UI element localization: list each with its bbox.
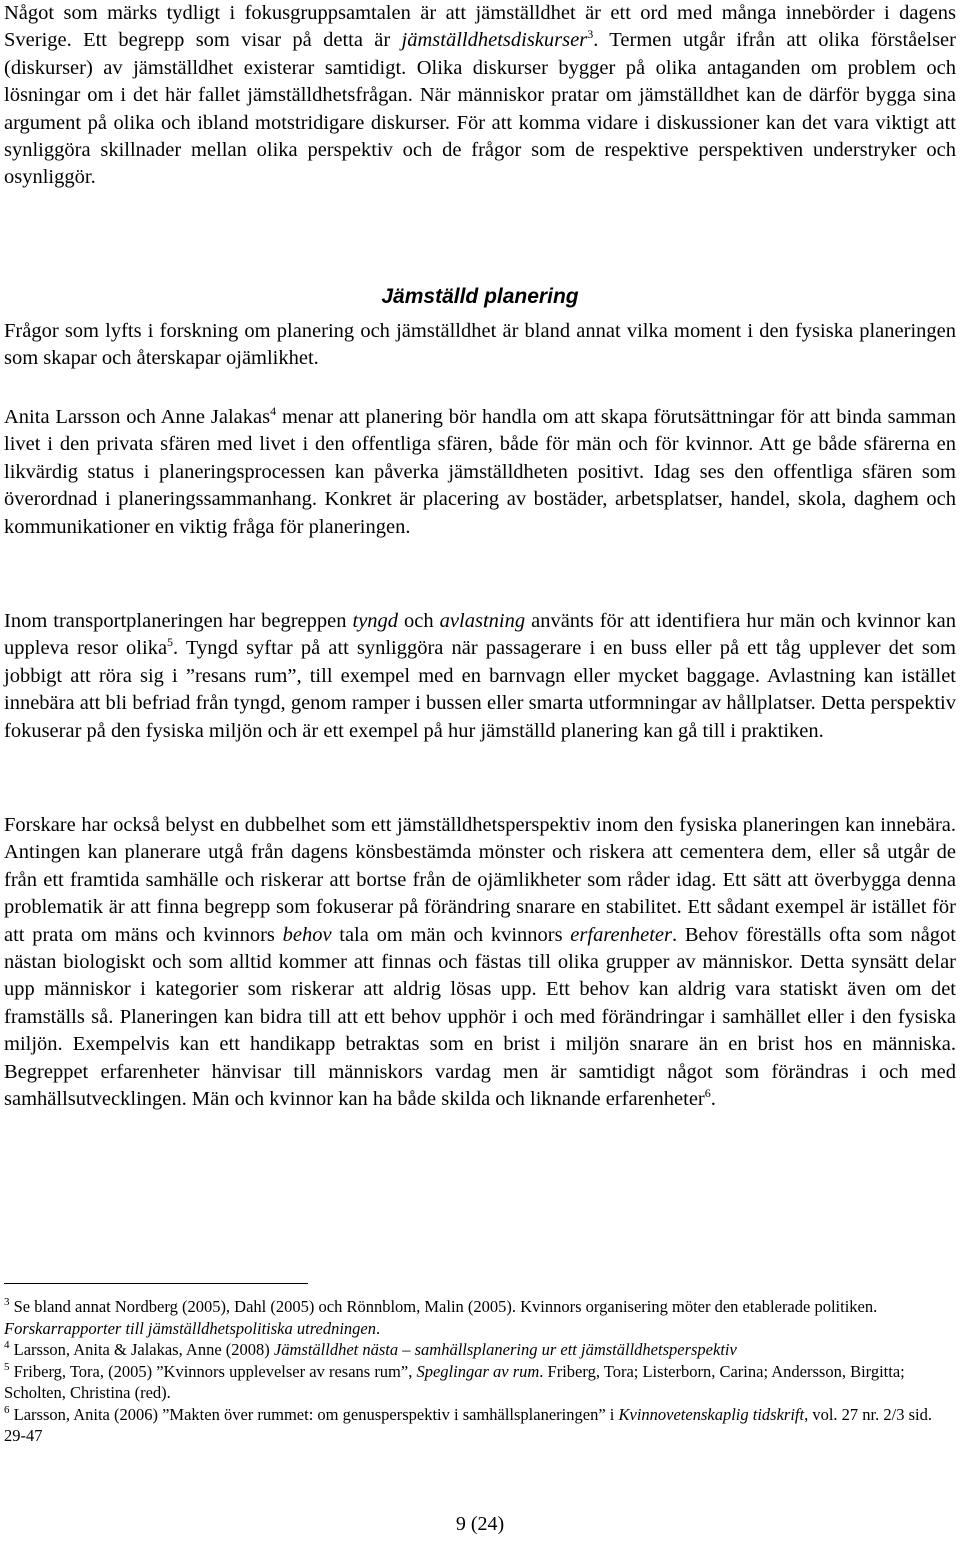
emphasis-term: behov [282,923,332,946]
footnote-text: Se bland annat Nordberg (2005), Dahl (2005) och Rönnblom, Malin (2005). Kvinnors organisering möter den etablerade politiken. [9,1297,878,1316]
text-run: Anita Larsson och Anne Jalakas [4,406,271,428]
footnote-title: Forskarrapporter till jämställdhetspolitiska utredningen [4,1318,377,1338]
footnote-text: . Friberg, Tora; Listerborn, Carina; Andersson, Birgitta; Scholten, Christina (red). [4,1361,905,1402]
footnote-5 [4,1361,956,1404]
text-run: . Behov föreställs ofta som något nästan biologiskt och som alltid kommer att finnas och fästas till olika grupper av människor. Detta synsätt delar upp människor i kategorier som riskerar att aldrig lösas upp. Ett behov kan aldrig vara statiskt även om det framställs så. Planeringen kan bidra till att ett behov upphör i och med förändringar i samhället eller i den fysiska miljön. Exempelvis kan ett handikapp betraktas som en brist i miljön snarare än en brist hos en människa. Begreppet erfarenheter hänvisar till människors vardag men är samtidigt något som förändras i och med samhällsutvecklingen. Män och kvinnor kan ha både skilda och liknande erfarenheter [4,923,956,1111]
paragraph-duality [4,812,956,1113]
footnote-text: . [376,1318,381,1338]
text-run: . Tyngd syftar på att synliggöra när passagerare i en buss eller på ett tåg upplever det som jobbigt att röra sig i ”resans rum”, till exempel med en barnvagn eller mycket baggage. Avlastning kan istället innebära att bli befriad från tyngd, genom ramper i bussen eller smarta utformningar av hållplatser. Detta perspektiv fokuserar på den fysiska miljön och är ett exempel på hur jämställd planering kan gå till i praktiken. [4,637,956,742]
text-run: använts för att identifiera hur män och kvinnor kan uppleva resor olika [4,610,956,660]
footnote-title: Speglingar av rum [416,1361,540,1381]
text-run: Inom transportplaneringen har begreppen [4,610,353,632]
footnote-text: Larsson, Anita (2006) ”Makten över rummet: om genusperspektiv i samhällsplaneringen” i [9,1404,619,1424]
text-run: . [710,1088,716,1111]
footnote-number: 4 [4,1339,10,1351]
emphasis-term: erfarenheter [570,923,673,946]
footnotes [4,1296,956,1447]
emphasis-term: tyngd [352,610,399,632]
footnote-title: Jämställdhet nästa – samhällsplanering ur ett jämställdhetsperspektiv [273,1340,737,1359]
text-run: tala om män och kvinnors [331,923,571,946]
footnote-ref-3[interactable]: 3 [587,27,594,42]
paragraph-discourses [4,0,956,192]
emphasis-term: jämställdhetsdiskurser [401,29,588,52]
section-heading: Jämställd planering [381,285,579,308]
text-run: menar att planering bör handla om att skapa förutsättningar för att binda samman livet i den privata sfären med livet i den offentliga sfären, både för män och för kvinnor. Att ge både sfärerna en likvärdig status i planeringsprocessen kan påverka jämställdheten positivt. Idag ses den offentliga sfären som överordnad i planeringssammanhang. Konkret är placering av bostäder, arbetsplatser, handel, skola, daghem och kommunikationer en viktig fråga för planeringen. [4,406,956,538]
footnote-6 [4,1404,956,1447]
footnote-text: Larsson, Anita & Jalakas, Anne (2008) [9,1340,274,1359]
footnote-4 [4,1339,956,1361]
emphasis-term: avlastning [439,610,526,632]
footnote-ref-4[interactable]: 4 [270,404,277,418]
paragraph-larsson-jalakas [4,404,956,541]
footnote-text: Friberg, Tora, (2005) ”Kvinnors upplevelser av resans rum”, [9,1361,417,1381]
footnote-title: Kvinnovetenskaplig tidskrift [618,1404,805,1424]
footnote-text: , vol. 27 nr. 2/3 sid. 29-47 [4,1404,932,1445]
footnote-ref-6[interactable]: 6 [704,1086,711,1101]
footnote-3 [4,1296,956,1339]
text-run: och [398,610,440,632]
footnote-ref-5[interactable]: 5 [167,635,174,650]
paragraph-transport-planning [4,608,956,745]
footnote-number: 3 [4,1296,10,1308]
text-run: Forskare har också belyst en dubbelhet som ett jämställdhetsperspektiv inom den fysiska planeringen kan innebära. Antingen kan planerare utgå från dagens könsbestämda mönster och riskera att cementera dem, eller så utgår de från ett framtida samhälle och riskerar att bortse från de ojämlikheter som råder idag. Ett sätt att överbygga denna problematik är att finna begrepp som fokuserar på förändring snarare en stabilitet. Ett sådant exempel är istället för att prata om mäns och kvinnors [4,814,956,946]
footnote-divider [4,1283,308,1284]
text-run: Något som märks tydligt i fokusgruppsamtalen är att jämställdhet är ett ord med många innebörder i dagens Sverige. Ett begrepp som visar på detta är [4,2,956,52]
text-run: . Termen utgår ifrån att olika förståelser (diskurser) av jämställdhet existerar samtidigt. Olika diskurser bygger på olika antaganden om problem och lösningar om i det här fallet jämställdhetsfrågan. När människor pratar om jämställdhet kan de därför bygga sina argument på olika och ibland motstridigare diskurser. För att komma vidare i diskussioner kan det vara viktigt att synliggöra skillnader mellan olika perspektiv och de frågor som de respektive perspektiven understryker och osynliggör. [4,29,956,189]
footnote-number: 5 [4,1360,10,1373]
page-number: 9 (24) [455,1513,505,1535]
paragraph-research-questions: Frågor som lyfts i forskning om planering och jämställdhet är bland annat vilka moment i den fysiska planeringen som skapar och återskapar ojämlikhet. [4,320,956,370]
footnote-number: 6 [4,1403,10,1416]
